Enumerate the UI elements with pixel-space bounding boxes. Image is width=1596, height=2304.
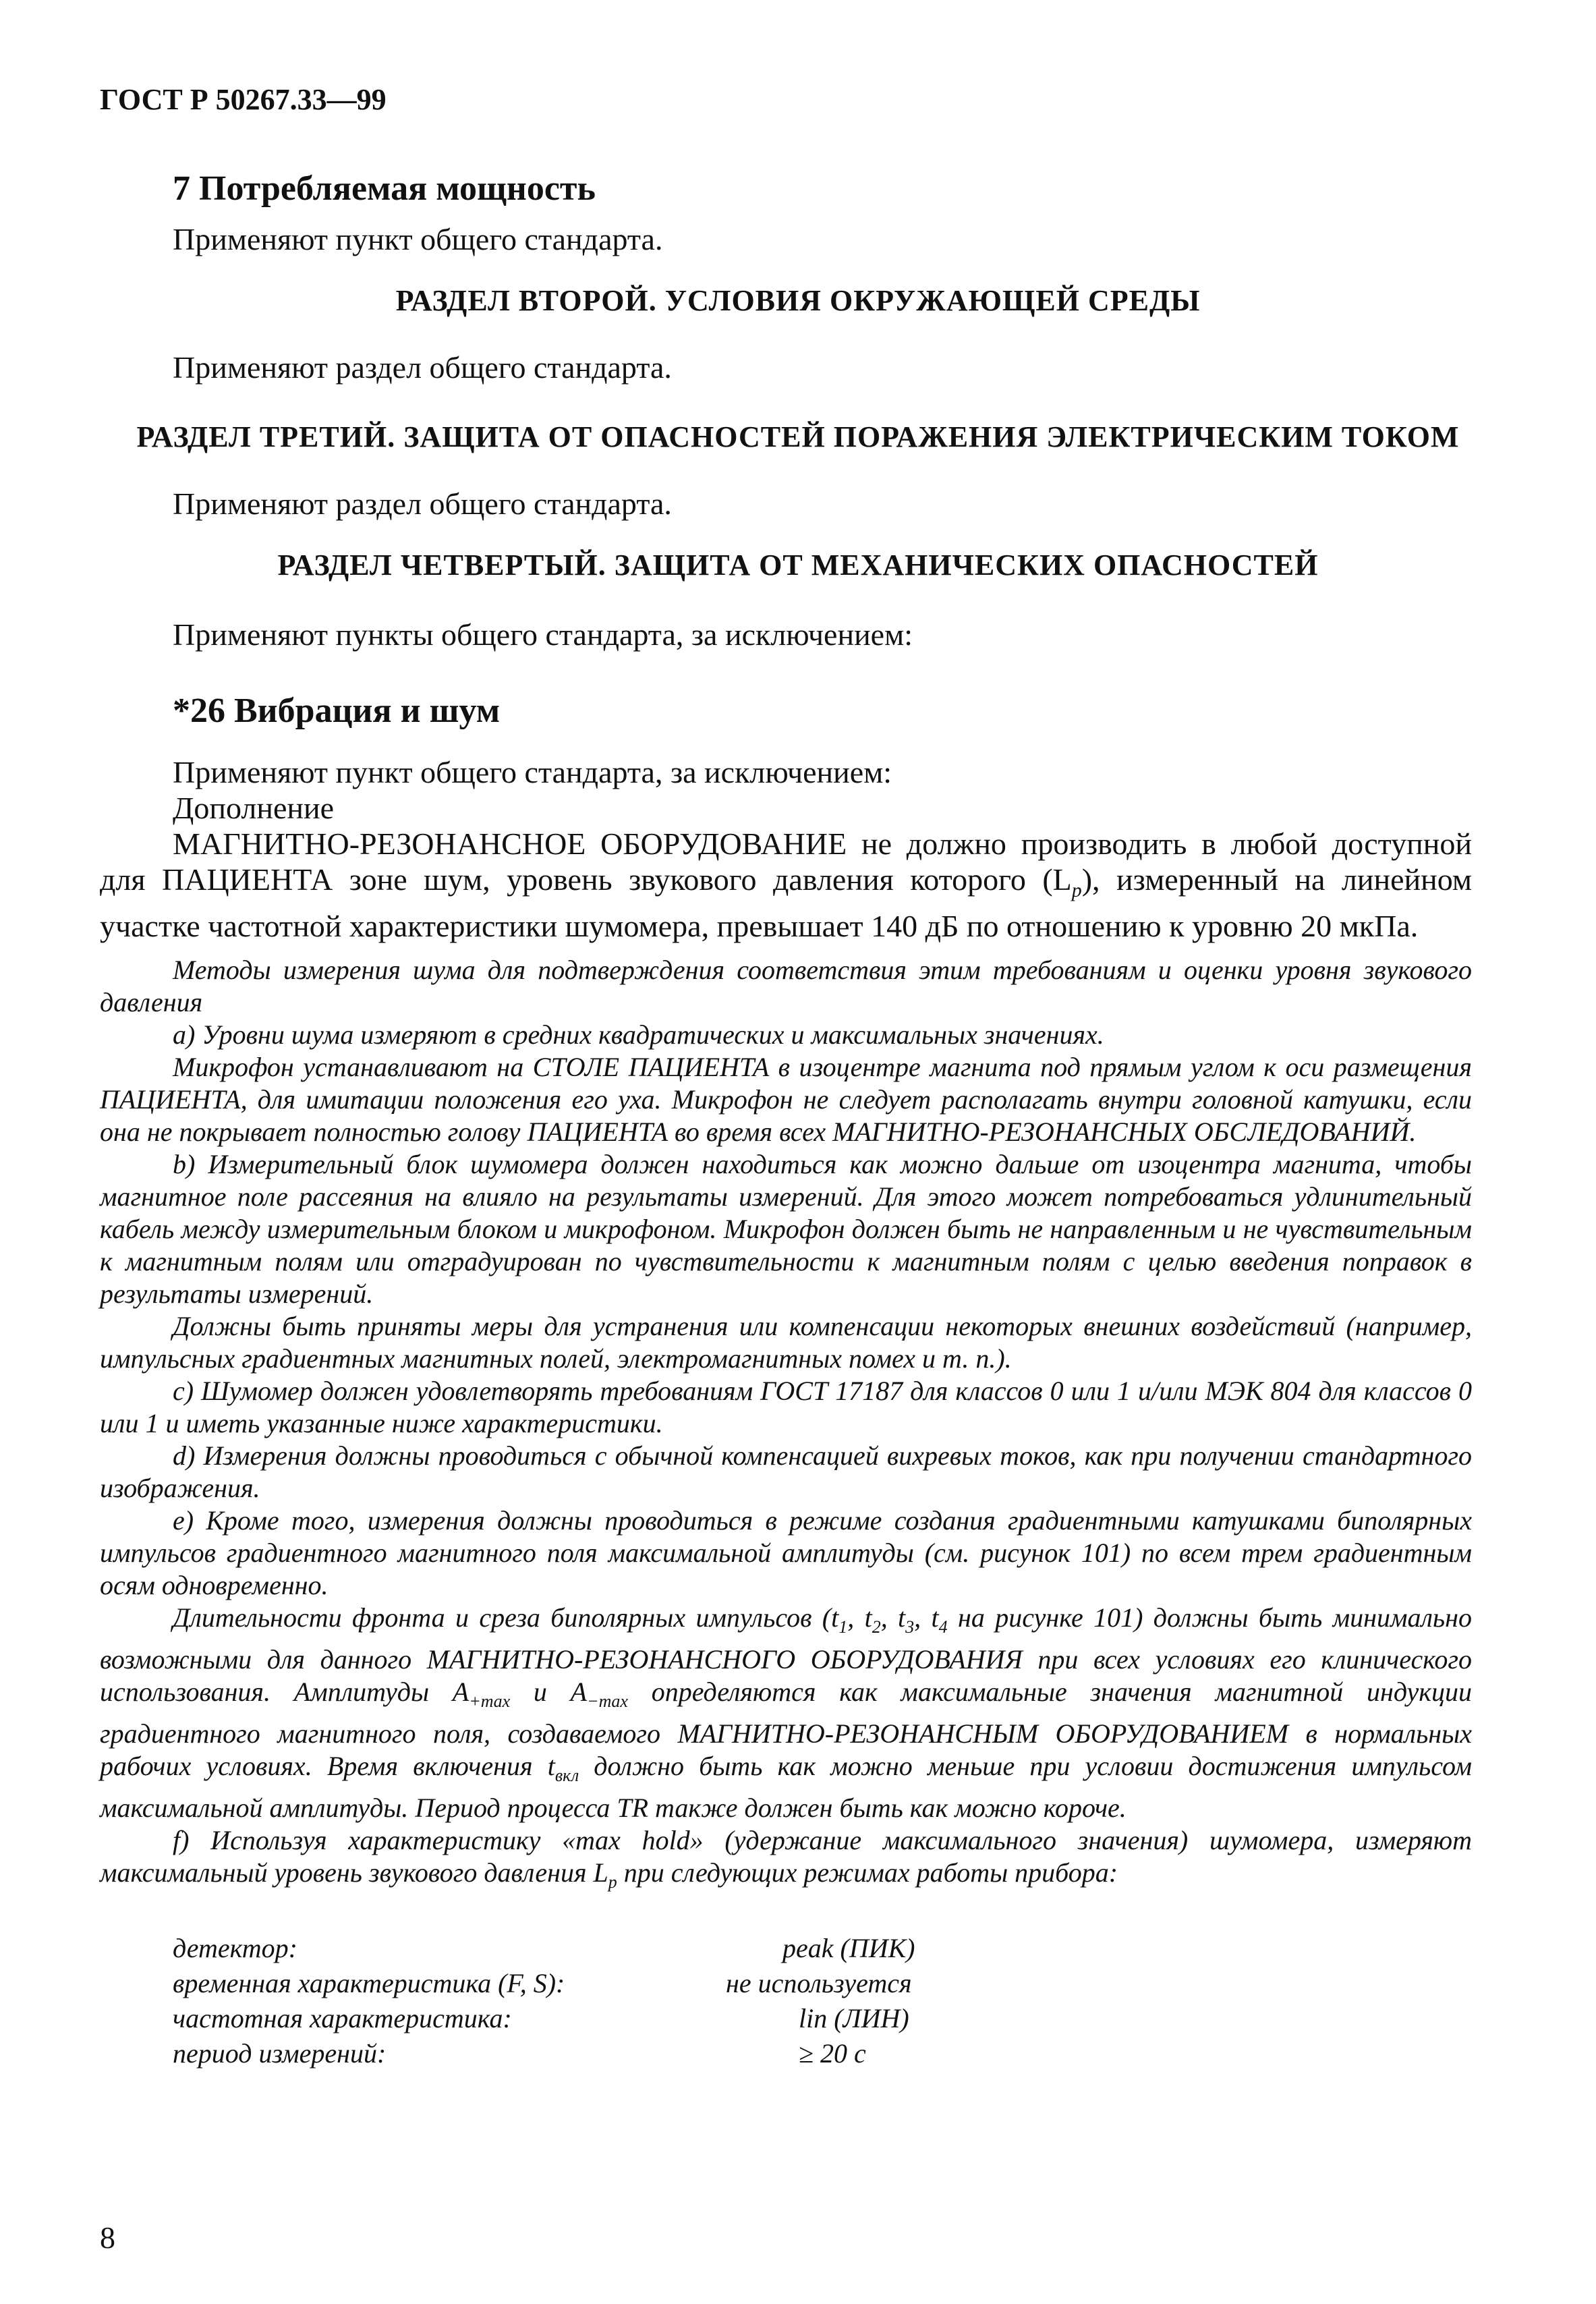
part-4-title: РАЗДЕЛ ЧЕТВЕРТЫЙ. ЗАЩИТА ОТ МЕХАНИЧЕСКИХ ОПАСНОСТЕЙ	[277, 549, 1319, 582]
item-f: f) Используя характеристику «max hold» (удержание максимального значения) шумомера, измеряют максимальный уровень звукового давления $L_p$ при следующих режимах работы прибора:	[100, 1825, 1472, 1892]
param-value: не используется	[726, 1968, 912, 1998]
item-b-2: Должны быть приняты меры для устранения или компенсации некоторых внешних воздействий (например, импульсных градиентных магнитных полей, электромагнитных помех и т. п.).	[100, 1311, 1472, 1374]
s26-intro: Применяют пункт общего стандарта, за исключением:	[173, 755, 892, 789]
part-2-title: РАЗДЕЛ ВТОРОЙ. УСЛОВИЯ ОКРУЖАЮЩЕЙ СРЕДЫ	[395, 284, 1201, 317]
methods-block	[100, 954, 1472, 1899]
param-key: детектор:	[173, 1933, 297, 1963]
item-a-2: Микрофон устанавливают на СТОЛЕ ПАЦИЕНТА в изоцентре магнита под прямым углом к оси размещения ПАЦИЕНТА, для имитации положения его уха. Микрофон не следует располагать внутри головной катушки, если она не покрывает полностью голову ПАЦИЕНТА во время всех МАГНИТНО-РЕЗОНАНСНЫХ ОБСЛЕДОВАНИЙ.	[100, 1052, 1472, 1147]
part-3-title: РАЗДЕЛ ТРЕТИЙ. ЗАЩИТА ОТ ОПАСНОСТЕЙ ПОРАЖЕНИЯ ЭЛЕКТРИЧЕСКИМ ТОКОМ	[136, 420, 1460, 453]
document-header: ГОСТ Р 50267.33—99	[100, 83, 387, 116]
item-b: b) Измерительный блок шумомера должен находиться как можно дальше от изоцентра магнита, чтобы магнитное поле рассеяния на влияло на результаты измерений. Для этого может потребоваться удлинительный кабель между измерительным блоком и микрофоном. Микрофон должен быть не направленным и не чувствительным к магнитным полям или отградуирован по чувствительности к магнитным полям с целью введения поправок в результаты измерений.	[100, 1149, 1472, 1309]
param-key: период измерений:	[173, 2038, 387, 2069]
part-3-text: Применяют раздел общего стандарта.	[173, 486, 672, 521]
item-e-durations: Длительности фронта и среза биполярных импульсов ($t_1$, $t_2$, $t_3$, $t_4$ на рисунке 101) должны быть минимально возможными для данного МАГНИТНО-РЕЗОНАНСНОГО ОБОРУДОВАНИЯ при всех условиях его клинического использования. Амплитуды $A_{+max}$ и $A_{-max}$ определяются как максимальные значения магнитной индукции градиентного магнитного поля, создаваемого МАГНИТНО-РЕЗОНАНСНЫМ ОБОРУДОВАНИЕМ в нормальных рабочих условиях. Время включения $t_{вкл}$ должно быть как можно меньше при условии достижения импульсом максимальной амплитуды. Период процесса TR также должен быть как можно короче.	[100, 1602, 1472, 1823]
param-value: lin (ЛИН)	[799, 2003, 909, 2033]
s26-main-paragraph: МАГНИТНО-РЕЗОНАНСНОЕ ОБОРУДОВАНИЕ не должно производить в любой доступной для ПАЦИЕНТА зоне шум, уровень звукового давления которого $(L_p)$, измеренный на линейном участке частотной характеристики шумомера, превышает 140 дБ по отношению к уровню 20 мкПа.	[100, 826, 1473, 944]
section-7-title: 7 Потребляемая мощность	[173, 169, 596, 208]
section-26-title: *26 Вибрация и шум	[173, 692, 501, 730]
s26-addition: Дополнение	[173, 791, 335, 825]
param-key: временная характеристика (F, S):	[173, 1968, 565, 1998]
section-7-text: Применяют пункт общего стандарта.	[173, 222, 663, 256]
part-2-text: Применяют раздел общего стандарта.	[173, 350, 672, 385]
item-d: d) Измерения должны проводиться с обычной компенсацией вихревых токов, как при получении стандартного изображения.	[100, 1440, 1472, 1503]
item-e: е) Кроме того, измерения должны проводиться в режиме создания градиентными катушками биполярных импульсов градиентного магнитного поля максимальной амплитуды (см. рисунок 101) по всем трем градиентным осям одновременно.	[100, 1505, 1472, 1600]
section-26-body	[100, 754, 1472, 944]
part-4-text: Применяют пункты общего стандарта, за исключением:	[173, 617, 913, 652]
param-value: ≥ 20 с	[799, 2038, 866, 2069]
param-value: peak (ПИК)	[782, 1933, 915, 1963]
item-c: с) Шумомер должен удовлетворять требованиям ГОСТ 17187 для классов 0 или 1 и/или МЭК 804 для классов 0 или 1 и иметь указанные ниже характеристики.	[100, 1376, 1472, 1438]
item-a: а) Уровни шума измеряют в средних квадратических и максимальных значениях.	[173, 1019, 1104, 1050]
page-number: 8	[100, 2220, 115, 2255]
param-key: частотная характеристика:	[173, 2003, 512, 2033]
methods-title: Методы измерения шума для подтверждения соответствия этим требованиям и оценки уровня звукового давления	[100, 955, 1472, 1017]
